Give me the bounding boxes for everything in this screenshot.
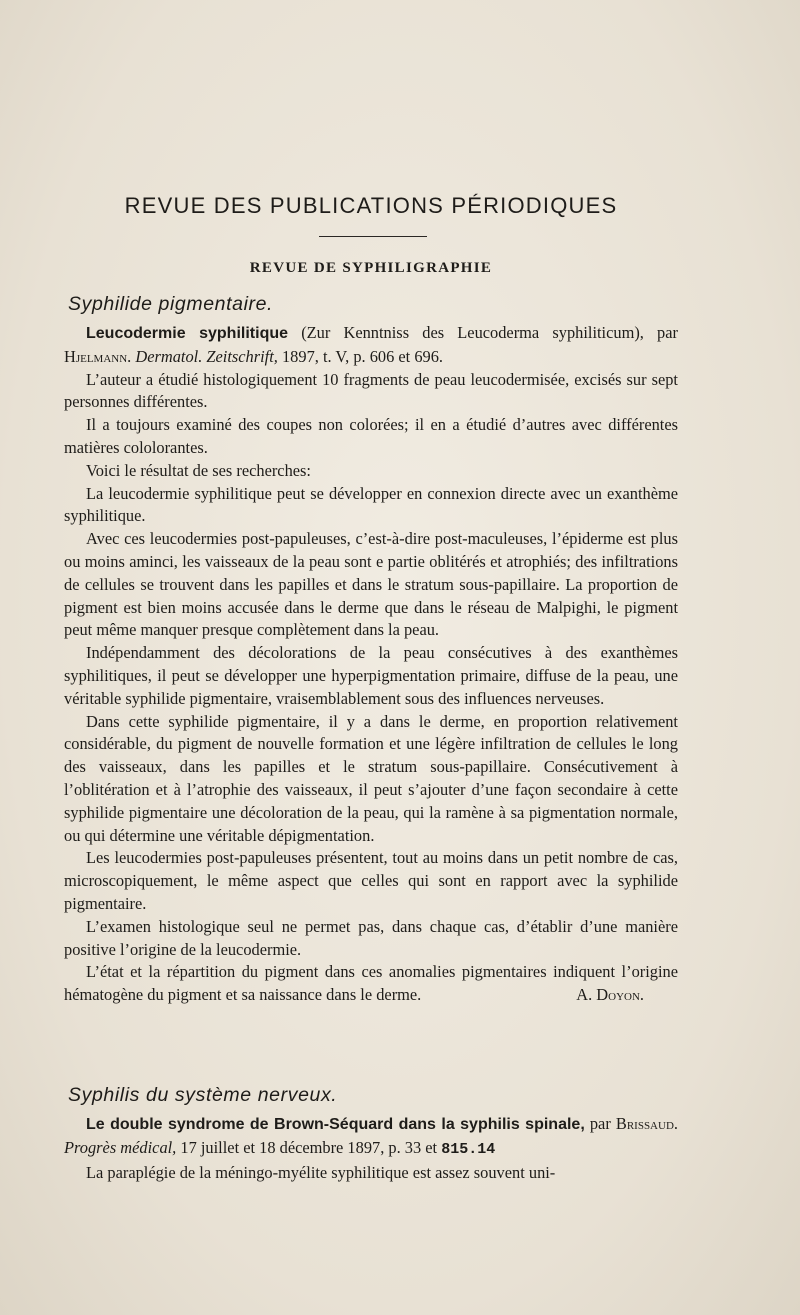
paragraph-text: L’état et la répartition du pigment dans ces anomalies pigmentaires indiquent l’origine hématogène du pigment et sa naissance dans le derme. bbox=[64, 962, 678, 1005]
reference-details: 17 juillet et 18 décembre 1897, p. 33 et bbox=[176, 1137, 442, 1157]
article-lead-title: Le double syndrome de Brown-Séquard dans la syphilis spinale, bbox=[86, 1116, 585, 1133]
paragraph: Les leucodermies post-papuleuses présentent, tout au moins dans un petit nombre de cas, microscopiquement, le même aspect que celles qui sont en rapport avec la syphilide pigmentaire. bbox=[64, 848, 678, 913]
paragraph: Indépendamment des décolorations de la peau consécutives à des exanthèmes syphilitiques, il peut se développer une hyperpigmentation primaire, diffuse de la peau, une véritable syphilide pigmentaire, vraisemblablement sous des influences nerveuses. bbox=[64, 643, 678, 708]
journal-name: Dermatol. Zeitschrift, bbox=[135, 346, 278, 366]
paragraph-final bbox=[64, 961, 678, 1007]
reference-separator: . bbox=[127, 346, 136, 366]
article-reference bbox=[64, 322, 678, 369]
paragraph: La leucodermie syphilitique peut se développer en connexion directe avec un exanthème syphilitique. bbox=[64, 483, 678, 526]
paragraph: La paraplégie de la méningo-myélite syphilitique est assez souvent uni- bbox=[86, 1162, 556, 1182]
reference-separator: . bbox=[673, 1114, 678, 1133]
paragraph: Avec ces leucodermies post-papuleuses, c’est-à-dire post-maculeuses, l’épiderme est plus ou moins aminci, les vaisseaux de la peau sont e partie oblitérés et atrophiés; des infiltrations de cellules se trouvent dans les papilles et dans le stratum sous-papillaire. La proportion de pigment est bien moins accusée dans le derme que dans le réseau de Malpighi, le pigment peut même manquer presque complètement dans la peau. bbox=[64, 529, 678, 640]
subhead-syphilide-pigmentaire: Syphilide pigmentaire. bbox=[68, 293, 274, 315]
reference-text: par bbox=[584, 1114, 616, 1133]
article-reference bbox=[64, 1113, 678, 1162]
paragraph: Voici le résultat de ses recherches: bbox=[86, 460, 311, 480]
article-brown-sequard bbox=[64, 1113, 678, 1184]
section-title: REVUE DE SYPHILIGRAPHIE bbox=[249, 260, 493, 276]
author-name: Brissaud bbox=[615, 1114, 674, 1133]
page-title: REVUE DES PUBLICATIONS PÉRIODIQUES bbox=[124, 193, 618, 218]
article-lead-title: Leucodermie syphilitique bbox=[86, 325, 289, 342]
journal-name: Progrès médical, bbox=[64, 1137, 177, 1157]
paragraph: L’auteur a étudié histologiquement 10 fragments de peau leucodermisée, excisés sur sept personnes différentes. bbox=[64, 369, 678, 412]
paragraph: Dans cette syphilide pigmentaire, il y a dans le derme, en proportion relativement considérable, du pigment de nouvelle formation et une légère infiltration de cellules le long des vaisseaux, dans les papilles et le stratum sous-papillaire. Consécutivement à l’oblitération et à l’atrophie des vaisseaux, il peut s’ajouter d’une façon secondaire à cette syphilide pigmentaire une décoloration de la peau, qui la ramène à sa pigmentation normale, ou qui détermine une véritable dépigmentation. bbox=[64, 711, 678, 845]
author-name: Hjelmann bbox=[64, 346, 128, 366]
paragraph: Il a toujours examiné des coupes non colorées; il en a étudié d’autres avec différentes matières cololorantes. bbox=[64, 415, 678, 457]
reference-text: (Zur Kenntniss des Leucoderma syphiliticum), par bbox=[288, 323, 678, 342]
paragraph: L’examen histologique seul ne permet pas, dans chaque cas, d’établir d’une manière positive l’origine de la leucodermie. bbox=[64, 916, 678, 959]
title-divider bbox=[319, 236, 427, 237]
handwritten-page-annotation: 815.14 bbox=[441, 1140, 496, 1158]
article-leucodermie bbox=[64, 322, 678, 1007]
subhead-syphilis-systeme-nerveux: Syphilis du système nerveux. bbox=[68, 1084, 338, 1106]
reference-details: 1897, t. V, p. 606 et 696. bbox=[277, 346, 444, 366]
signature: A. Doyon. bbox=[576, 985, 644, 1005]
